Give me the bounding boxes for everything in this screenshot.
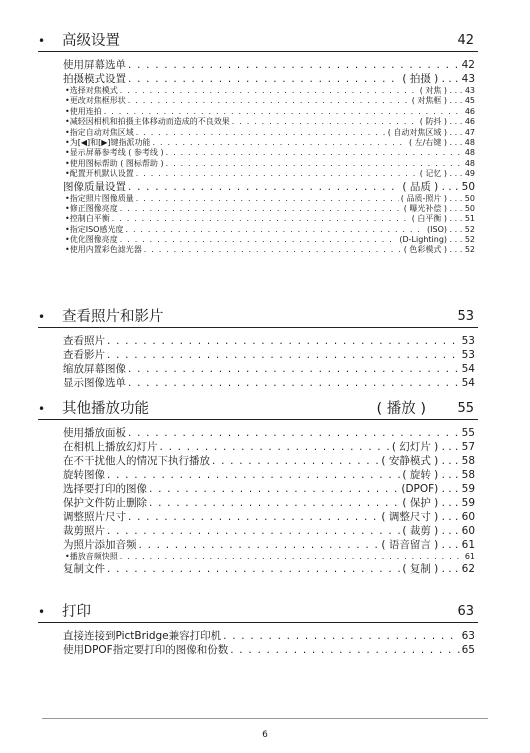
- toc-subentry[interactable]: [63, 194, 475, 204]
- entry-page-ref: 61: [464, 552, 475, 561]
- toc-subentry[interactable]: [63, 96, 475, 106]
- toc-entry[interactable]: [63, 496, 475, 510]
- dot-leader: [153, 138, 407, 148]
- entry-label: 指定照片图像质量: [69, 193, 134, 203]
- entry-label: 调整照片尺寸: [63, 511, 126, 523]
- dot-leader: [120, 86, 418, 96]
- entry-page-ref: 53: [461, 335, 475, 347]
- toc-entry[interactable]: [63, 510, 475, 524]
- entry-label: 减轻因相机和拍摄主体移动而造成的不良效果: [69, 117, 230, 127]
- bullet-icon: •: [38, 310, 46, 324]
- entry-page-ref: 48: [464, 148, 475, 158]
- dot-leader: [166, 148, 463, 158]
- dot-leader: [128, 180, 400, 194]
- entry-page-ref: (DPOF) . . . 59: [401, 483, 475, 495]
- toc-subentry[interactable]: [63, 128, 475, 138]
- entry-label: 使用图标帮助 ( 图标帮助 ): [69, 158, 164, 168]
- dot-leader: [232, 117, 418, 127]
- section-heading[interactable]: [38, 308, 478, 328]
- toc-entry[interactable]: [63, 482, 475, 496]
- bullet-icon: •: [38, 605, 46, 619]
- section-heading[interactable]: [38, 32, 478, 52]
- entry-label: 直接连接到PictBridge兼容打印机: [63, 630, 222, 642]
- entry-list: [63, 629, 475, 657]
- section-title: 高级设置: [62, 33, 120, 49]
- dot-leader: [107, 348, 460, 362]
- dot-leader: [212, 454, 379, 468]
- entry-page-ref: 54: [461, 363, 475, 375]
- entry-page-ref: ( 复制 ) . . . 62: [402, 563, 475, 576]
- dot-leader: [107, 562, 400, 576]
- sub-bullet-icon: •: [65, 214, 70, 224]
- sub-bullet-icon: •: [65, 193, 70, 203]
- section-title: 其他播放功能: [62, 401, 149, 417]
- entry-page-ref: 55: [461, 427, 475, 439]
- entry-list: [63, 334, 475, 390]
- dot-leader: [107, 468, 400, 482]
- entry-label: 使用DPOF指定要打印的图像和份数: [63, 644, 229, 656]
- dot-leader: [136, 194, 399, 204]
- section-title: 查看照片和影片: [62, 309, 164, 325]
- toc-entry[interactable]: [63, 468, 475, 482]
- entry-page-ref: ( 语音留言 ) . . . 61: [381, 539, 475, 551]
- entry-page-ref: ( 色彩模式 ) . . . 52: [403, 245, 475, 255]
- section-page-number: 53: [457, 309, 474, 324]
- entry-page-ref: 48: [464, 158, 475, 168]
- sub-bullet-icon: •: [65, 235, 70, 245]
- toc-subentry[interactable]: [63, 117, 475, 127]
- sub-bullet-icon: •: [65, 127, 70, 137]
- entry-page-ref: ( 白平衡 ) . . . 51: [411, 214, 475, 224]
- entry-page-ref: ( 旋转 ) . . . 58: [402, 469, 475, 481]
- toc-subentry[interactable]: [63, 86, 475, 96]
- toc-subentry[interactable]: [63, 107, 475, 117]
- sub-bullet-icon: •: [65, 203, 70, 213]
- entry-label: 裁剪照片: [63, 525, 105, 537]
- entry-page-ref: 46: [464, 106, 475, 116]
- sub-bullet-icon: •: [65, 224, 70, 234]
- section-menu-name: ( 播放 ): [376, 401, 426, 417]
- bullet-icon: •: [38, 34, 46, 48]
- toc-entry[interactable]: [63, 454, 475, 468]
- section-heading[interactable]: [38, 603, 478, 623]
- dot-leader: [230, 643, 459, 657]
- entry-label: 优化图像亮度: [69, 235, 118, 245]
- entry-label: 使用内置彩色滤光器: [69, 245, 142, 255]
- toc-subentry[interactable]: [63, 235, 475, 245]
- toc-entry[interactable]: [63, 426, 475, 440]
- toc-subentry[interactable]: [63, 214, 475, 224]
- entry-page-ref: ( 调整尺寸 ) . . . 60: [381, 511, 475, 523]
- sub-bullet-icon: •: [65, 169, 70, 179]
- entry-page-ref: ( 防抖 ) . . . 46: [419, 117, 475, 127]
- entry-page-ref: ( 左/右键 ) . . . 48: [408, 137, 475, 147]
- sub-bullet-icon: •: [65, 106, 70, 116]
- sub-bullet-icon: •: [65, 148, 70, 158]
- toc-subentry[interactable]: [63, 552, 475, 562]
- toc-subentry[interactable]: [63, 148, 475, 158]
- entry-label: 使用屏幕选单: [63, 59, 126, 71]
- toc-subentry[interactable]: [63, 169, 475, 179]
- section-page-number: 63: [457, 604, 474, 619]
- toc-entry[interactable]: [63, 348, 475, 362]
- toc-subentry[interactable]: [63, 138, 475, 148]
- entry-label: 控制白平衡: [69, 214, 110, 224]
- dot-leader: [128, 426, 460, 440]
- sub-bullet-icon: •: [65, 552, 70, 561]
- dot-leader: [112, 214, 410, 224]
- entry-page-ref: 65: [461, 644, 475, 656]
- entry-label: 指定自动对焦区域: [69, 127, 134, 137]
- dot-leader: [136, 169, 418, 179]
- dot-leader: [128, 58, 460, 72]
- entry-page-ref: ( 对焦 ) . . . 43: [419, 86, 475, 95]
- toc-entry[interactable]: [63, 524, 475, 538]
- toc-entry[interactable]: [63, 376, 475, 390]
- entry-list: [63, 58, 475, 256]
- toc-subentry[interactable]: [63, 159, 475, 169]
- entry-label: 旋转图像: [63, 469, 105, 481]
- toc-subentry[interactable]: [63, 245, 475, 255]
- entry-page-ref: ( 幻灯片 ) . . . 57: [391, 441, 475, 453]
- dot-leader: [128, 72, 400, 86]
- section-page-number: 55: [457, 401, 474, 416]
- entry-label: 配置开机默认设置: [69, 169, 134, 179]
- entry-label: 更改对焦框形状: [69, 96, 126, 106]
- entry-list: [63, 426, 475, 576]
- toc-entry[interactable]: [63, 538, 475, 552]
- toc-entry[interactable]: [63, 643, 475, 657]
- entry-label: 显示屏幕参考线 ( 参考线 ): [69, 148, 164, 158]
- entry-page-ref: (D-Lighting) . . . 52: [399, 235, 475, 245]
- toc-entry[interactable]: [63, 629, 475, 643]
- dot-leader: [125, 225, 425, 235]
- toc-subentry[interactable]: [63, 225, 475, 235]
- dot-leader: [128, 362, 460, 376]
- dot-leader: [149, 496, 400, 510]
- entry-label: 为[◀]和[▶]键指派功能: [69, 137, 151, 147]
- toc-entry[interactable]: [63, 58, 475, 72]
- toc-entry[interactable]: [63, 440, 475, 454]
- entry-page-ref: ( 裁剪 ) . . . 60: [402, 525, 475, 537]
- dot-leader: [107, 524, 400, 538]
- footer-divider: [42, 718, 488, 719]
- entry-label: 指定ISO感光度: [69, 224, 124, 234]
- page-number: 6: [262, 730, 268, 740]
- entry-label: 选择要打印的图像: [63, 483, 147, 495]
- entry-label: 显示图像选单: [63, 377, 126, 389]
- entry-label: 修正图像亮度: [69, 203, 118, 213]
- entry-page-ref: ( 品质-照片 ) . . . 50: [400, 193, 475, 203]
- entry-label: 播放音频快照: [69, 552, 118, 561]
- entry-label: 选择对焦模式: [69, 86, 118, 95]
- entry-page-ref: ( 拍摄 ) . . . 43: [402, 73, 475, 85]
- dot-leader: [107, 334, 460, 348]
- entry-label: 使用连拍: [69, 106, 102, 116]
- entry-page-ref: ( 保护 ) . . . 59: [402, 497, 475, 509]
- entry-page-ref: ( 安静模式 ) . . . 58: [381, 455, 475, 467]
- dot-leader: [166, 159, 463, 169]
- entry-label: 为照片添加音频: [63, 539, 137, 551]
- toc-entry[interactable]: [63, 334, 475, 348]
- sub-bullet-icon: •: [65, 245, 70, 255]
- toc-subentry[interactable]: [63, 204, 475, 214]
- dot-leader: [223, 629, 459, 643]
- entry-page-ref: (ISO) . . . 52: [427, 224, 475, 234]
- toc-entry[interactable]: [63, 72, 475, 86]
- dot-leader: [120, 552, 463, 562]
- dot-leader: [149, 482, 399, 496]
- dot-leader: [144, 245, 402, 255]
- entry-label: 缩放屏幕图像: [63, 363, 126, 375]
- toc-entry[interactable]: [63, 562, 475, 576]
- entry-page-ref: ( 对焦框 ) . . . 45: [411, 96, 475, 106]
- entry-label: 保护文件防止删除: [63, 497, 147, 509]
- entry-page-ref: 54: [461, 377, 475, 389]
- dot-leader: [120, 235, 398, 245]
- section-title: 打印: [62, 604, 91, 620]
- dot-leader: [139, 538, 380, 552]
- section-heading[interactable]: [38, 400, 478, 420]
- bullet-icon: •: [38, 402, 46, 416]
- entry-label: 查看照片: [63, 335, 105, 347]
- section-page-number: 42: [457, 33, 474, 48]
- entry-page-ref: ( 品质 ) . . . 50: [402, 180, 475, 193]
- dot-leader: [160, 440, 390, 454]
- dot-leader: [128, 510, 379, 524]
- sub-bullet-icon: •: [65, 96, 70, 106]
- entry-label: 查看影片: [63, 349, 105, 361]
- entry-label: 使用播放面板: [63, 427, 126, 439]
- toc-entry[interactable]: [63, 180, 475, 194]
- entry-page-ref: ( 记忆 ) . . . 49: [419, 169, 475, 179]
- entry-page-ref: 42: [461, 59, 475, 71]
- toc-entry[interactable]: [63, 362, 475, 376]
- entry-label: 复制文件: [63, 563, 105, 576]
- dot-leader: [136, 128, 386, 138]
- sub-bullet-icon: •: [65, 117, 70, 127]
- entry-page-ref: ( 曝光补偿 ) . . . 50: [403, 203, 475, 213]
- dot-leader: [120, 204, 402, 214]
- sub-bullet-icon: •: [65, 86, 70, 95]
- entry-page-ref: ( 自动对焦区域 ) . . . 47: [387, 127, 475, 137]
- entry-label: 图像质量设置: [63, 180, 126, 193]
- entry-page-ref: 63: [461, 630, 475, 642]
- entry-label: 拍摄模式设置: [63, 73, 126, 85]
- sub-bullet-icon: •: [65, 158, 70, 168]
- entry-page-ref: 53: [461, 349, 475, 361]
- dot-leader: [104, 107, 463, 117]
- entry-label: 在相机上播放幻灯片: [63, 441, 158, 453]
- dot-leader: [128, 96, 410, 106]
- sub-bullet-icon: •: [65, 137, 70, 147]
- dot-leader: [128, 376, 460, 390]
- entry-label: 在不干扰他人的情况下执行播放: [63, 455, 210, 467]
